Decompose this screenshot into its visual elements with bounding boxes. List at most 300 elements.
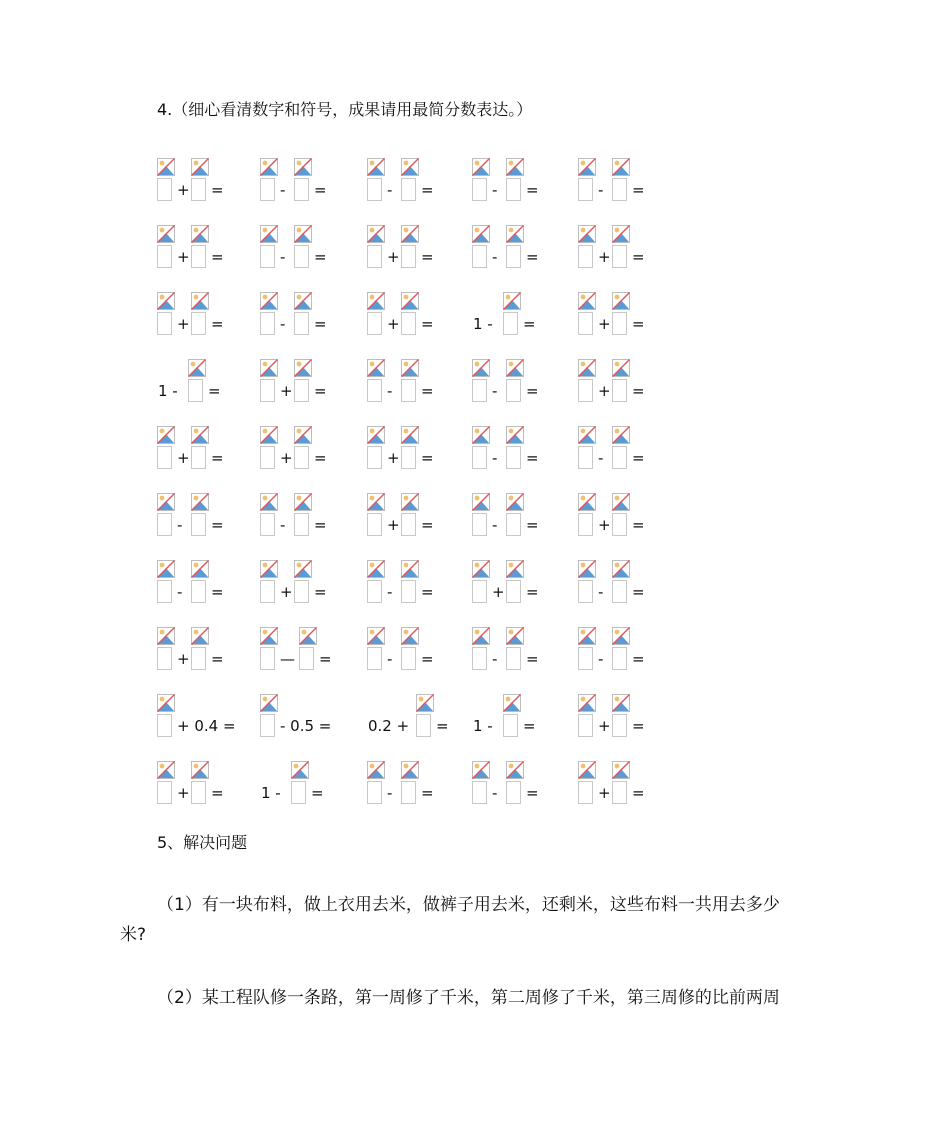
fraction-image-icon — [157, 761, 175, 783]
answer-box — [260, 446, 275, 469]
answer-box — [401, 781, 416, 804]
exercise-r6-c4 — [472, 493, 540, 553]
fraction-image-icon — [472, 359, 490, 381]
operator-sign: - — [387, 382, 393, 400]
answer-box — [157, 513, 172, 536]
equals-sign: = — [526, 248, 539, 266]
exercise-r7-c2 — [260, 560, 328, 620]
equals-sign: = — [632, 449, 645, 467]
answer-box — [401, 513, 416, 536]
fraction-image-icon — [506, 493, 524, 515]
answer-box — [578, 446, 593, 469]
answer-box — [401, 245, 416, 268]
fraction-image-icon — [157, 627, 175, 649]
section-4-title: 4.（细心看清数字和符号，成果请用最简分数表达。） — [157, 100, 533, 119]
operator-sign: + — [598, 717, 611, 735]
fraction-image-icon — [578, 225, 596, 247]
operator-sign: + — [280, 449, 293, 467]
answer-box — [472, 647, 487, 670]
equals-sign: = — [523, 315, 536, 333]
exercise-r9-c3 — [367, 694, 450, 754]
expression-text: + 0.4 = — [177, 717, 236, 735]
fraction-image-icon — [612, 359, 630, 381]
exercise-r4-c1 — [157, 359, 222, 419]
equals-sign: = — [314, 583, 327, 601]
answer-box — [578, 178, 593, 201]
answer-box — [157, 446, 172, 469]
answer-box — [157, 178, 172, 201]
exercise-r3-c2 — [260, 292, 328, 352]
fraction-image-icon — [191, 560, 209, 582]
fraction-image-icon — [401, 292, 419, 314]
exercise-r8-c1 — [157, 627, 225, 687]
answer-box — [506, 178, 521, 201]
answer-box — [416, 714, 431, 737]
answer-box — [260, 513, 275, 536]
fraction-image-icon — [367, 761, 385, 783]
operator-sign: - — [280, 248, 286, 266]
fraction-image-icon — [157, 560, 175, 582]
answer-box — [578, 714, 593, 737]
fraction-image-icon — [294, 359, 312, 381]
answer-box — [367, 781, 382, 804]
exercise-r4-c2 — [260, 359, 328, 419]
exercise-r7-c5 — [578, 560, 646, 620]
answer-box — [157, 312, 172, 335]
equals-sign: = — [314, 382, 327, 400]
answer-box — [367, 178, 382, 201]
operator-sign: + — [387, 516, 400, 534]
exercise-r10-c4 — [472, 761, 540, 821]
equals-sign: = — [526, 181, 539, 199]
answer-box — [367, 245, 382, 268]
equals-sign: = — [632, 650, 645, 668]
operator-sign: - — [492, 784, 498, 802]
answer-box — [612, 245, 627, 268]
answer-box — [612, 714, 627, 737]
equals-sign: = — [632, 516, 645, 534]
answer-box — [506, 245, 521, 268]
fraction-image-icon — [367, 158, 385, 180]
answer-box — [299, 647, 314, 670]
exercise-r3-c1 — [157, 292, 225, 352]
fraction-image-icon — [299, 627, 317, 649]
fraction-image-icon — [401, 761, 419, 783]
operator-sign: + — [598, 516, 611, 534]
answer-box — [367, 312, 382, 335]
fraction-image-icon — [578, 493, 596, 515]
fraction-image-icon — [367, 627, 385, 649]
fraction-image-icon — [506, 426, 524, 448]
exercise-r6-c3 — [367, 493, 435, 553]
fraction-image-icon — [506, 560, 524, 582]
operator-sign: + — [177, 650, 190, 668]
answer-box — [191, 647, 206, 670]
fraction-image-icon — [578, 359, 596, 381]
exercise-r2-c3 — [367, 225, 435, 285]
answer-box — [260, 178, 275, 201]
fraction-image-icon — [367, 292, 385, 314]
exercise-r8-c4 — [472, 627, 540, 687]
fraction-image-icon — [578, 694, 596, 716]
answer-box — [612, 580, 627, 603]
fraction-image-icon — [188, 359, 206, 381]
fraction-image-icon — [578, 761, 596, 783]
fraction-image-icon — [612, 493, 630, 515]
fraction-image-icon — [612, 694, 630, 716]
exercise-r7-c4 — [472, 560, 540, 620]
equals-sign: = — [211, 583, 224, 601]
operator-sign: - — [177, 583, 183, 601]
fraction-image-icon — [157, 158, 175, 180]
answer-box — [260, 647, 275, 670]
answer-box — [157, 580, 172, 603]
operator-sign: - — [492, 449, 498, 467]
operator-sign: - — [492, 516, 498, 534]
operator-sign: + — [598, 382, 611, 400]
fraction-image-icon — [367, 359, 385, 381]
fraction-image-icon — [612, 292, 630, 314]
fraction-image-icon — [157, 694, 175, 716]
equals-sign: = — [314, 181, 327, 199]
answer-box — [294, 513, 309, 536]
fraction-image-icon — [612, 560, 630, 582]
fraction-image-icon — [506, 627, 524, 649]
fraction-image-icon — [612, 627, 630, 649]
fraction-image-icon — [260, 560, 278, 582]
fraction-image-icon — [367, 426, 385, 448]
answer-box — [578, 781, 593, 804]
fraction-image-icon — [191, 761, 209, 783]
equals-sign: = — [526, 516, 539, 534]
answer-box — [191, 245, 206, 268]
answer-box — [191, 580, 206, 603]
operator-sign: + — [598, 315, 611, 333]
equals-sign: = — [523, 717, 536, 735]
equals-sign: = — [314, 516, 327, 534]
operator-sign: + — [177, 449, 190, 467]
equals-sign: = — [211, 449, 224, 467]
exercise-r8-c3 — [367, 627, 435, 687]
answer-box — [157, 245, 172, 268]
answer-box — [578, 513, 593, 536]
answer-box — [578, 312, 593, 335]
exercise-r9-c1 — [157, 694, 243, 754]
fraction-image-icon — [612, 225, 630, 247]
answer-box — [612, 781, 627, 804]
answer-box — [260, 245, 275, 268]
fraction-image-icon — [503, 292, 521, 314]
equals-sign: = — [211, 315, 224, 333]
fraction-image-icon — [506, 158, 524, 180]
equals-sign: = — [421, 181, 434, 199]
answer-box — [401, 446, 416, 469]
answer-box — [294, 580, 309, 603]
answer-box — [191, 781, 206, 804]
equals-sign: = — [632, 315, 645, 333]
fraction-image-icon — [260, 158, 278, 180]
equals-sign: = — [421, 516, 434, 534]
equals-sign: = — [311, 784, 324, 802]
fraction-image-icon — [367, 560, 385, 582]
exercise-r6-c2 — [260, 493, 328, 553]
exercise-r8-c2 — [260, 627, 333, 687]
fraction-image-icon — [157, 493, 175, 515]
fraction-image-icon — [401, 359, 419, 381]
exercise-r10-c1 — [157, 761, 225, 821]
exercise-r4-c3 — [367, 359, 435, 419]
operator-sign: + — [177, 784, 190, 802]
answer-box — [472, 513, 487, 536]
exercise-r9-c2 — [260, 694, 346, 754]
operator-sign: - — [387, 650, 393, 668]
fraction-image-icon — [260, 292, 278, 314]
equals-sign: = — [632, 181, 645, 199]
fraction-image-icon — [506, 359, 524, 381]
answer-box — [503, 312, 518, 335]
problem-1-line-1: （1）有一块布料，做上衣用去米，做裤子用去米，还剩米，这些布料一共用去多少 — [157, 895, 780, 915]
equals-sign: = — [421, 650, 434, 668]
exercise-r8-c5 — [578, 627, 646, 687]
operator-sign: - — [387, 784, 393, 802]
answer-box — [506, 379, 521, 402]
fraction-image-icon — [294, 426, 312, 448]
equals-sign: = — [526, 449, 539, 467]
operator-sign: + — [598, 784, 611, 802]
answer-box — [367, 647, 382, 670]
operator-sign: - — [492, 382, 498, 400]
expression-text: 0.2 + — [368, 717, 410, 735]
operator-sign: + — [177, 181, 190, 199]
equals-sign: = — [208, 382, 221, 400]
fraction-image-icon — [367, 225, 385, 247]
equals-sign: = — [526, 382, 539, 400]
equals-sign: = — [421, 382, 434, 400]
equals-sign: = — [211, 181, 224, 199]
operator-sign: - — [387, 181, 393, 199]
exercise-r2-c1 — [157, 225, 225, 285]
answer-box — [294, 178, 309, 201]
exercise-r3-c3 — [367, 292, 435, 352]
answer-box — [401, 312, 416, 335]
equals-sign: = — [211, 248, 224, 266]
operator-sign: — — [280, 650, 295, 668]
problem-2-line-1: （2）某工程队修一条路，第一周修了千米，第二周修了千米，第三周修的比前两周 — [157, 988, 780, 1008]
answer-box — [191, 446, 206, 469]
answer-box — [294, 379, 309, 402]
fraction-image-icon — [294, 560, 312, 582]
exercise-r6-c1 — [157, 493, 225, 553]
equals-sign: = — [632, 248, 645, 266]
answer-box — [260, 379, 275, 402]
operator-sign: + — [280, 583, 293, 601]
answer-box — [472, 580, 487, 603]
answer-box — [612, 178, 627, 201]
fraction-image-icon — [367, 493, 385, 515]
answer-box — [506, 580, 521, 603]
fraction-image-icon — [401, 426, 419, 448]
fraction-image-icon — [191, 225, 209, 247]
answer-box — [191, 178, 206, 201]
exercise-r5-c1 — [157, 426, 225, 486]
exercise-r10-c5 — [578, 761, 646, 821]
equals-sign: = — [436, 717, 449, 735]
equals-sign: = — [211, 650, 224, 668]
answer-box — [260, 714, 275, 737]
answer-box — [506, 781, 521, 804]
exercise-r6-c5 — [578, 493, 646, 553]
equals-sign: = — [421, 248, 434, 266]
problem-1-line-2: 米? — [120, 925, 147, 945]
equals-sign: = — [526, 650, 539, 668]
equals-sign: = — [632, 717, 645, 735]
answer-box — [260, 580, 275, 603]
operator-sign: + — [492, 583, 505, 601]
fraction-image-icon — [506, 225, 524, 247]
answer-box — [294, 446, 309, 469]
fraction-image-icon — [157, 292, 175, 314]
exercise-r10-c2 — [260, 761, 325, 821]
section-5-title: 5、解决问题 — [157, 833, 248, 852]
fraction-image-icon — [260, 359, 278, 381]
exercise-r2-c4 — [472, 225, 540, 285]
answer-box — [157, 714, 172, 737]
equals-sign: = — [632, 784, 645, 802]
exercise-r1-c2 — [260, 158, 328, 218]
answer-box — [578, 647, 593, 670]
answer-box — [578, 245, 593, 268]
answer-box — [472, 781, 487, 804]
operator-sign: + — [387, 315, 400, 333]
answer-box — [506, 647, 521, 670]
operator-sign: - — [598, 449, 604, 467]
answer-box — [612, 379, 627, 402]
equals-sign: = — [314, 248, 327, 266]
fraction-image-icon — [472, 627, 490, 649]
answer-box — [503, 714, 518, 737]
equals-sign: = — [421, 784, 434, 802]
exercise-r1-c1 — [157, 158, 225, 218]
operator-sign: + — [177, 315, 190, 333]
operator-sign: - — [280, 315, 286, 333]
exercise-r1-c3 — [367, 158, 435, 218]
equals-sign: = — [314, 315, 327, 333]
equals-sign: = — [319, 650, 332, 668]
answer-box — [472, 379, 487, 402]
operator-sign: - — [177, 516, 183, 534]
exercise-r1-c5 — [578, 158, 646, 218]
fraction-image-icon — [260, 426, 278, 448]
fraction-image-icon — [294, 225, 312, 247]
expression-text: 1 - — [158, 382, 178, 400]
answer-box — [157, 781, 172, 804]
equals-sign: = — [211, 784, 224, 802]
fraction-image-icon — [191, 158, 209, 180]
exercise-r7-c3 — [367, 560, 435, 620]
answer-box — [578, 580, 593, 603]
exercise-r4-c5 — [578, 359, 646, 419]
exercise-r5-c2 — [260, 426, 328, 486]
answer-box — [191, 312, 206, 335]
fraction-image-icon — [472, 560, 490, 582]
answer-box — [472, 446, 487, 469]
fraction-image-icon — [506, 761, 524, 783]
answer-box — [294, 312, 309, 335]
expression-text: 1 - — [473, 717, 493, 735]
equals-sign: = — [314, 449, 327, 467]
operator-sign: - — [598, 583, 604, 601]
equals-sign: = — [632, 382, 645, 400]
answer-box — [367, 513, 382, 536]
exercise-r1-c4 — [472, 158, 540, 218]
fraction-image-icon — [294, 158, 312, 180]
operator-sign: + — [387, 449, 400, 467]
fraction-image-icon — [472, 225, 490, 247]
operator-sign: - — [387, 583, 393, 601]
fraction-image-icon — [260, 225, 278, 247]
fraction-image-icon — [503, 694, 521, 716]
answer-box — [260, 312, 275, 335]
answer-box — [291, 781, 306, 804]
answer-box — [401, 647, 416, 670]
equals-sign: = — [421, 315, 434, 333]
exercise-r4-c4 — [472, 359, 540, 419]
answer-box — [578, 379, 593, 402]
exercise-r2-c5 — [578, 225, 646, 285]
answer-box — [367, 379, 382, 402]
answer-box — [612, 647, 627, 670]
operator-sign: + — [280, 382, 293, 400]
expression-text: 1 - — [261, 784, 281, 802]
fraction-image-icon — [401, 225, 419, 247]
fraction-image-icon — [578, 292, 596, 314]
exercise-r9-c4 — [472, 694, 537, 754]
fraction-image-icon — [291, 761, 309, 783]
answer-box — [472, 245, 487, 268]
fraction-image-icon — [191, 292, 209, 314]
fraction-image-icon — [191, 426, 209, 448]
operator-sign: - — [492, 248, 498, 266]
operator-sign: - — [280, 181, 286, 199]
answer-box — [506, 446, 521, 469]
fraction-image-icon — [191, 493, 209, 515]
fraction-image-icon — [260, 493, 278, 515]
fraction-image-icon — [416, 694, 434, 716]
fraction-image-icon — [578, 158, 596, 180]
fraction-image-icon — [472, 158, 490, 180]
exercise-r2-c2 — [260, 225, 328, 285]
fraction-image-icon — [472, 426, 490, 448]
equals-sign: = — [526, 784, 539, 802]
fraction-image-icon — [612, 761, 630, 783]
answer-box — [367, 446, 382, 469]
equals-sign: = — [211, 516, 224, 534]
answer-box — [191, 513, 206, 536]
answer-box — [612, 312, 627, 335]
fraction-image-icon — [157, 426, 175, 448]
operator-sign: - — [598, 650, 604, 668]
answer-box — [612, 513, 627, 536]
fraction-image-icon — [260, 627, 278, 649]
fraction-image-icon — [157, 225, 175, 247]
operator-sign: - — [598, 181, 604, 199]
answer-box — [294, 245, 309, 268]
expression-text: - 0.5 = — [280, 717, 332, 735]
fraction-image-icon — [401, 627, 419, 649]
answer-box — [506, 513, 521, 536]
fraction-image-icon — [578, 627, 596, 649]
fraction-image-icon — [401, 493, 419, 515]
